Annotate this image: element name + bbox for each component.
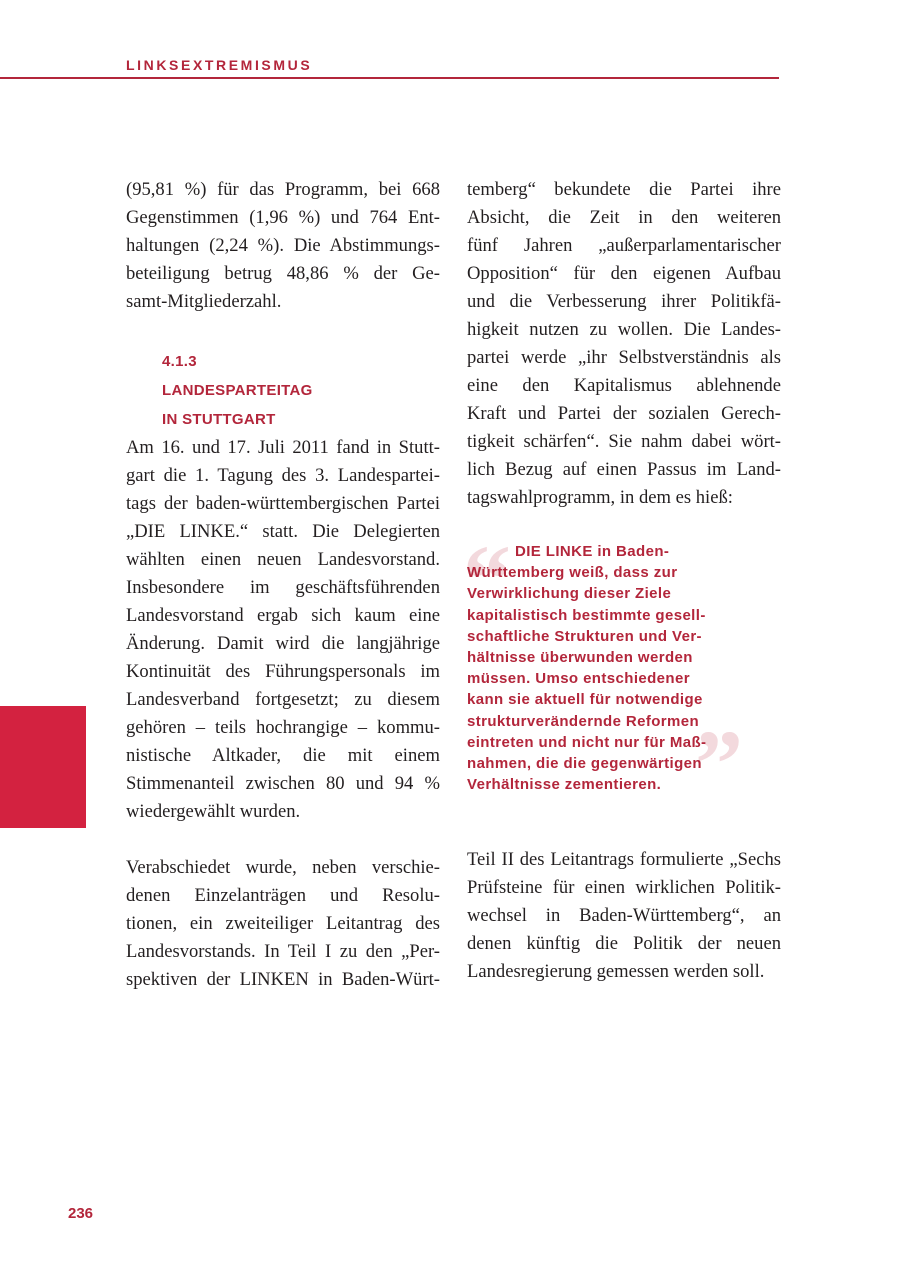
text-line: Verabschiedet wurde, neben verschie- bbox=[126, 857, 440, 878]
text-line: Landesvorstand ergab sich kaum eine bbox=[126, 605, 440, 626]
text-line: lich Bezug auf einen Passus im Land- bbox=[467, 459, 781, 480]
text-line: eine den Kapitalismus ablehnende bbox=[467, 375, 781, 396]
text-line: fünf Jahren „außerparlamentarischer bbox=[467, 235, 781, 256]
text-line: denen Einzelanträgen und Resolu- bbox=[126, 885, 440, 906]
quote-line: kapitalistisch bestimmte gesell- bbox=[467, 606, 706, 624]
chapter-side-tab bbox=[0, 706, 86, 828]
text-line: Insbesondere im geschäftsführenden bbox=[126, 577, 440, 598]
quote-line: schaftliche Strukturen und Ver- bbox=[467, 627, 702, 645]
text-line: spektiven der LINKEN in Baden-Würt- bbox=[126, 969, 440, 990]
quote-line: Württemberg weiß, dass zur bbox=[467, 564, 678, 582]
text-line: Opposition“ für den eigenen Aufbau bbox=[467, 263, 781, 284]
section-number: 4.1.3 bbox=[162, 353, 197, 370]
text-line: partei werde „ihr Selbstverständnis als bbox=[467, 347, 781, 368]
text-line: (95,81 %) für das Programm, bei 668 bbox=[126, 179, 440, 200]
quote-line: hältnisse überwunden werden bbox=[467, 649, 693, 667]
text-line: temberg“ bekundete die Partei ihre bbox=[467, 179, 781, 200]
quote-line: Verhältnisse zementieren. bbox=[467, 776, 662, 794]
text-line: wiedergewählt wurden. bbox=[126, 801, 301, 822]
quote-close-icon: ” bbox=[695, 710, 743, 817]
section-title-line-1: LANDESPARTEITAG bbox=[162, 382, 313, 399]
quote-line: strukturverändernde Reformen bbox=[467, 712, 700, 730]
text-line: und die Verbesserung ihrer Politikfä- bbox=[467, 291, 781, 312]
text-line: Teil II des Leitantrags formulierte „Sechs bbox=[467, 849, 781, 870]
text-line: denen künftig die Politik der neuen bbox=[467, 933, 781, 954]
text-line: gart die 1. Tagung des 3. Landespartei- bbox=[126, 465, 440, 486]
section-header-label: LINKSEXTREMISMUS bbox=[126, 57, 313, 73]
paragraph-perspektiven bbox=[467, 176, 781, 512]
page-number: 236 bbox=[68, 1205, 94, 1222]
text-line: Absicht, die Zeit in den weiteren bbox=[467, 207, 781, 228]
paragraph-landesparteitag bbox=[126, 434, 440, 826]
text-line: tigkeit schärfen“. Sie nahm dabei wört- bbox=[467, 431, 781, 452]
text-line: Am 16. und 17. Juli 2011 fand in Stutt- bbox=[126, 437, 440, 458]
quote-text bbox=[467, 541, 752, 795]
left-column bbox=[126, 176, 440, 994]
text-line: nistische Altkader, die mit einem bbox=[126, 745, 440, 766]
text-line: Kontinuität des Führungspersonals im bbox=[126, 661, 440, 682]
text-line: Stimmenanteil zwischen 80 und 94 % bbox=[126, 773, 440, 794]
text-line: Änderung. Damit wird die langjährige bbox=[126, 633, 440, 654]
text-line: beteiligung betrug 48,86 % der Ge- bbox=[126, 263, 440, 284]
text-line: haltungen (2,24 %). Die Abstimmungs- bbox=[126, 235, 440, 256]
text-line: wechsel in Baden-Württemberg“, an bbox=[467, 905, 781, 926]
text-line: wählten einen neuen Landesvorstand. bbox=[126, 549, 440, 570]
quote-open-icon: “ bbox=[463, 525, 511, 632]
right-column bbox=[467, 176, 781, 512]
header-rule bbox=[0, 77, 779, 79]
text-line: Prüfsteine für einen wirklichen Politik- bbox=[467, 877, 781, 898]
section-title-line-2: IN STUTTGART bbox=[162, 411, 276, 428]
quote-line: eintreten und nicht nur für Maß- bbox=[467, 733, 707, 751]
text-line: Landesverband fortgesetzt; zu diesem bbox=[126, 689, 440, 710]
intro-paragraph bbox=[126, 176, 440, 316]
text-line: Kraft und Partei der sozialen Gerech- bbox=[467, 403, 781, 424]
quote-line: nahmen, die die gegenwärtigen bbox=[467, 755, 702, 773]
paragraph-pruefsteine bbox=[467, 846, 781, 986]
quote-line: Verwirklichung dieser Ziele bbox=[467, 585, 672, 603]
text-line: tagswahlprogramm, in dem es hieß: bbox=[467, 487, 733, 508]
text-line: samt-Mitgliederzahl. bbox=[126, 291, 282, 312]
text-line: gehören – teils hochrangige – kommu- bbox=[126, 717, 440, 738]
text-line: tionen, ein zweiteiliger Leitantrag des bbox=[126, 913, 440, 934]
quote-line: DIE LINKE in Baden- bbox=[515, 543, 670, 560]
quote-line: kann sie aktuell für notwendige bbox=[467, 691, 703, 709]
text-line: Gegenstimmen (1,96 %) und 764 Ent- bbox=[126, 207, 440, 228]
text-line: Landesregierung gemessen werden soll. bbox=[467, 961, 765, 982]
text-line: „DIE LINKE.“ statt. Die Delegierten bbox=[126, 521, 440, 542]
text-line: tags der baden-württembergischen Partei bbox=[126, 493, 440, 514]
paragraph-leitantrag bbox=[126, 854, 440, 994]
section-heading bbox=[126, 347, 440, 434]
text-line: Landesvorstands. In Teil I zu den „Per- bbox=[126, 941, 440, 962]
pull-quote bbox=[463, 525, 752, 817]
text-line: higkeit nutzen zu wollen. Die Landes- bbox=[467, 319, 781, 340]
quote-line: müssen. Umso entschiedener bbox=[467, 670, 690, 688]
right-column-lower bbox=[467, 846, 781, 986]
